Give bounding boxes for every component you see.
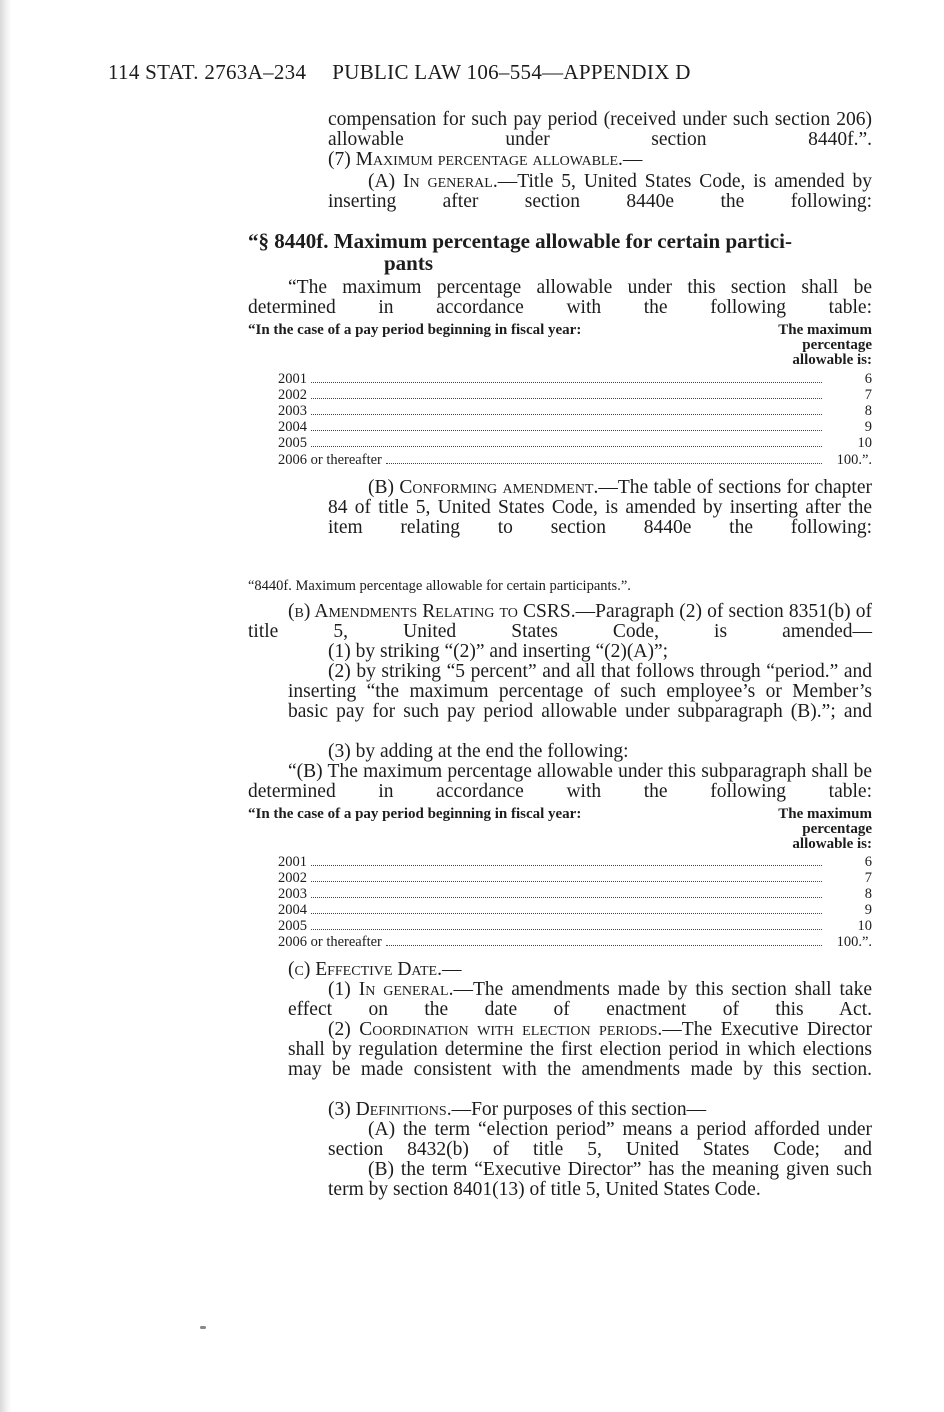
row-value: 7 bbox=[864, 870, 872, 886]
row-value: 10 bbox=[857, 918, 872, 934]
row-value: 8 bbox=[864, 886, 872, 902]
right-header-line: percentage bbox=[802, 337, 872, 353]
table-row bbox=[278, 387, 872, 403]
paragraph-definitions bbox=[328, 1100, 706, 1120]
in-general-text: —Title 5, United States Code, is amended by inserting after section 8440e the following: bbox=[328, 171, 872, 212]
table-left-header: “In the case of a pay period beginning in fiscal year: bbox=[248, 322, 582, 338]
in-general-label: (A) In general. bbox=[368, 171, 498, 192]
section-heading-line2: pants bbox=[384, 251, 434, 275]
paragraph-in-general bbox=[328, 172, 872, 212]
percentage-table-1 bbox=[248, 322, 872, 468]
row-year: 2002 bbox=[278, 387, 307, 403]
stat-citation: 114 STAT. 2763A–234 bbox=[108, 60, 307, 84]
table-header bbox=[248, 323, 872, 375]
paragraph-striking-2: (1) by striking “(2)” and inserting “(2)(A)”; bbox=[328, 641, 669, 662]
leader-dots bbox=[311, 886, 822, 898]
paragraph-max-percentage-label: (7) Maximum percentage allowable.— bbox=[328, 149, 643, 170]
right-header-line: percentage bbox=[802, 821, 872, 837]
row-year: 2005 bbox=[278, 435, 307, 451]
paragraph-table-intro: “The maximum percentage allowable under this section shall be determined in accordance with the following table: bbox=[248, 277, 872, 318]
leader-dots bbox=[386, 452, 822, 464]
section-heading bbox=[248, 230, 872, 274]
table-row bbox=[278, 452, 872, 468]
table-row bbox=[278, 403, 872, 419]
scan-speck bbox=[200, 1326, 206, 1329]
paragraph-effective-in-general bbox=[288, 980, 872, 1020]
paragraph-adding-at-end: (3) by adding at the end the following: bbox=[328, 741, 629, 762]
table-row bbox=[278, 854, 872, 870]
row-value: 100.”. bbox=[836, 934, 872, 950]
table-row bbox=[278, 371, 872, 387]
table-row bbox=[278, 918, 872, 934]
leader-dots bbox=[311, 371, 822, 383]
row-value: 100.”. bbox=[836, 452, 872, 468]
definitions-text: —For purposes of this section— bbox=[451, 1099, 707, 1120]
paragraph-coordination bbox=[288, 1020, 872, 1080]
row-year: 2005 bbox=[278, 918, 307, 934]
leader-dots bbox=[311, 902, 822, 914]
csrs-label: (b) Amendments Relating to CSRS. bbox=[288, 601, 576, 622]
row-value: 10 bbox=[857, 435, 872, 451]
paragraph-subparagraph-b: “(B) The maximum percentage allowable under this subparagraph shall be determined in accordance with the following table: bbox=[248, 761, 872, 802]
row-value: 8 bbox=[864, 403, 872, 419]
coordination-text: —The Executive Director shall by regulation determine the first election period in which elections may be made consistent with the amendments made by this section. bbox=[288, 1019, 872, 1080]
table-header bbox=[248, 807, 872, 859]
percentage-table-2 bbox=[248, 806, 872, 950]
table-of-sections-item: “8440f. Maximum percentage allowable for certain participants.”. bbox=[248, 578, 631, 594]
row-year: 2004 bbox=[278, 419, 307, 435]
row-year: 2003 bbox=[278, 403, 307, 419]
right-header-line: allowable is: bbox=[792, 836, 872, 852]
effective-in-general-label: (1) In general. bbox=[328, 979, 454, 1000]
paragraph-csrs bbox=[248, 602, 872, 642]
coordination-label: (2) Coordination with election periods. bbox=[328, 1019, 663, 1040]
row-value: 9 bbox=[864, 902, 872, 918]
csrs-text: —Paragraph (2) of section 8351(b) of title 5, United States Code, is amended— bbox=[248, 601, 872, 642]
row-year: 2006 or thereafter bbox=[278, 934, 382, 950]
right-header-line: The maximum bbox=[778, 806, 872, 822]
right-header-line: The maximum bbox=[778, 322, 872, 338]
table-row bbox=[278, 902, 872, 918]
row-year: 2004 bbox=[278, 902, 307, 918]
law-title: PUBLIC LAW 106–554—APPENDIX D bbox=[332, 60, 691, 84]
row-year: 2001 bbox=[278, 854, 307, 870]
row-value: 6 bbox=[864, 371, 872, 387]
leader-dots bbox=[311, 870, 822, 882]
row-year: 2002 bbox=[278, 870, 307, 886]
row-year: 2006 or thereafter bbox=[278, 452, 382, 468]
right-header-line: allowable is: bbox=[792, 352, 872, 368]
row-value: 6 bbox=[864, 854, 872, 870]
table-row bbox=[278, 886, 872, 902]
paragraph-compensation: compensation for such pay period (received under such section 206) allowable under section 8440f.”. bbox=[328, 109, 872, 150]
effective-in-general-text: —The amendments made by this section shall take effect on the date of enactment of this Act. bbox=[288, 979, 872, 1020]
paragraph-effective-date-label: (c) Effective Date.— bbox=[288, 959, 462, 980]
row-year: 2001 bbox=[278, 371, 307, 387]
table-row bbox=[278, 870, 872, 886]
paragraph-election-period: (A) the term “election period” means a period afforded under section 8432(b) of title 5, United States Code; and bbox=[328, 1119, 872, 1160]
definitions-label: (3) Definitions. bbox=[328, 1099, 452, 1120]
table-right-header bbox=[778, 807, 872, 852]
table-row bbox=[278, 419, 872, 435]
leader-dots bbox=[311, 435, 822, 447]
row-value: 9 bbox=[864, 419, 872, 435]
leader-dots bbox=[386, 934, 822, 946]
leader-dots bbox=[311, 918, 822, 930]
paragraph-conforming-amendment bbox=[328, 478, 872, 538]
row-value: 7 bbox=[864, 387, 872, 403]
row-year: 2003 bbox=[278, 886, 307, 902]
leader-dots bbox=[311, 854, 822, 866]
table-left-header: “In the case of a pay period beginning in fiscal year: bbox=[248, 806, 582, 822]
table-right-header bbox=[778, 323, 872, 368]
leader-dots bbox=[311, 419, 822, 431]
paragraph-executive-director: (B) the term “Executive Director” has the meaning given such term by section 8401(13) of title 5, United States Code. bbox=[328, 1159, 872, 1200]
page-edge-shadow bbox=[0, 0, 12, 1412]
conforming-amendment-text: —The table of sections for chapter 84 of title 5, United States Code, is amended by inserting after the item relating to section 8440e the following: bbox=[328, 477, 872, 538]
section-heading-line1: “§ 8440f. Maximum percentage allowable for certain partici- bbox=[248, 229, 792, 253]
conforming-amendment-label: (B) Conforming amendment. bbox=[368, 477, 599, 498]
leader-dots bbox=[311, 403, 822, 415]
leader-dots bbox=[311, 387, 822, 399]
paragraph-striking-5-percent: (2) by striking “5 percent” and all that follows through “period.” and inserting “the maximum percentage of such employee’s or Member’s basic pay for such pay period allowable under subparagraph (B).”; and bbox=[288, 661, 872, 722]
table-row bbox=[278, 435, 872, 451]
page-header bbox=[108, 60, 691, 85]
table-row bbox=[278, 934, 872, 950]
